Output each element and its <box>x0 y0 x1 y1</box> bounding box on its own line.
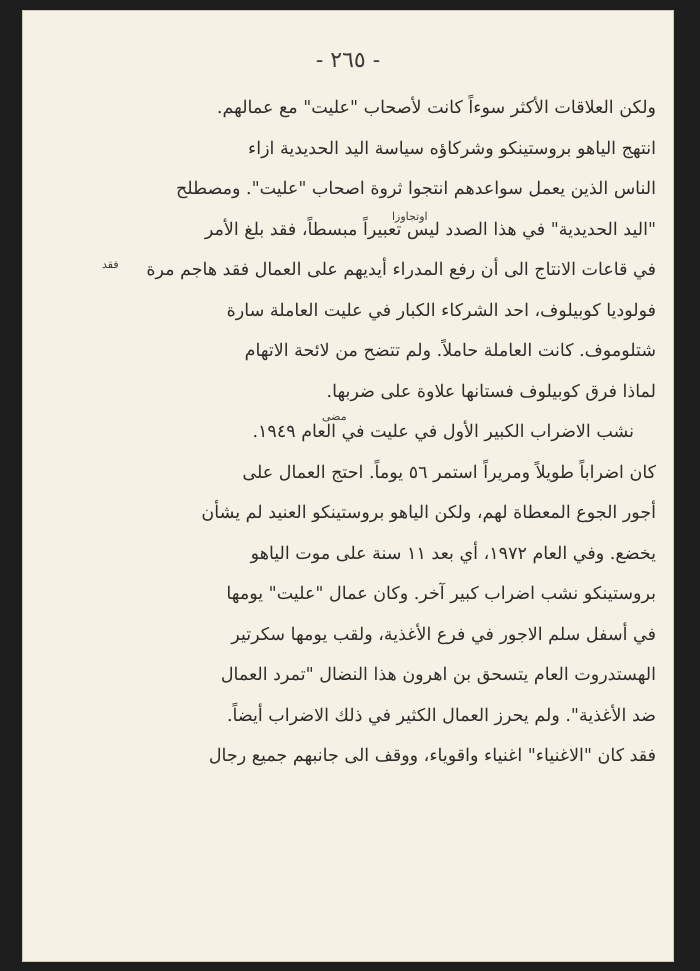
text-line: في أسفل سلم الاجور في فرع الأغذية، ولقب يومها سكرتير <box>231 624 656 645</box>
interlinear-note: مضى <box>322 410 347 423</box>
text-line: ضد الأغذية". ولم يحرز العمال الكثير في ذلك الاضراب أيضاً. <box>226 705 656 726</box>
text-line: بروستينكو نشب اضراب كبير آخر. وكان عمال "عليت" يومها <box>226 584 656 604</box>
text-line: الناس الذين يعمل سواعدهم انتجوا ثروة اصحاب "عليت". ومصطلح <box>176 179 656 199</box>
text-line: فولوديا كوبيلوف، احد الشركاء الكبار في عليت العاملة سارة <box>226 300 656 321</box>
text-line: كان اضراباً طويلاً ومريراً استمر ٥٦ يوماً. احتج العمال على <box>242 462 656 483</box>
text-line: أجور الجوع المعطاة لهم، ولكن الياهو بروستينكو العنيد لم يشأن <box>201 503 656 523</box>
text-line: في قاعات الانتاج الى أن رفع المدراء أيديهم على العمال فقد هاجم مرة <box>146 260 656 280</box>
text-line: لماذا فرق كوبيلوف فستانها علاوة على ضربها. <box>326 381 656 402</box>
text-line: فقد كان "الاغنياء" اغنياء واقوياء، ووقف الى جانبهم جميع رجال <box>208 746 656 766</box>
page-number: - ٢٦٥ - <box>315 48 381 73</box>
interlinear-note: فقد <box>102 258 119 271</box>
text-line: يخضع. وفي العام ١٩٧٢، أي بعد ١١ سنة على موت الياهو <box>250 543 656 564</box>
text-line: انتهج الياهو بروستينكو وشركاؤه سياسة اليد الحديدية ازاء <box>247 138 656 159</box>
text-line: "اليد الحديدية" في هذا الصدد ليس تعبيراً مبسطاً، فقد بلغ الأمر <box>204 219 656 240</box>
text-line: نشب الاضراب الكبير الأول في عليت في العام ١٩٤٩. <box>252 422 634 442</box>
text-line: الهستدروت العام يتسحق بن اهرون هذا النضال "تمرد العمال <box>220 665 656 685</box>
handwritten-text-body <box>56 88 656 777</box>
interlinear-note: اوتجاوزا <box>392 210 428 223</box>
manuscript-page <box>22 10 674 962</box>
text-line: شتلوموف. كانت العاملة حاملاً. ولم تتضح من لائحة الاتهام <box>244 341 656 361</box>
text-line: ولكن العلاقات الأكثر سوءاً كانت لأصحاب "عليت" مع عمالهم. <box>216 98 656 118</box>
